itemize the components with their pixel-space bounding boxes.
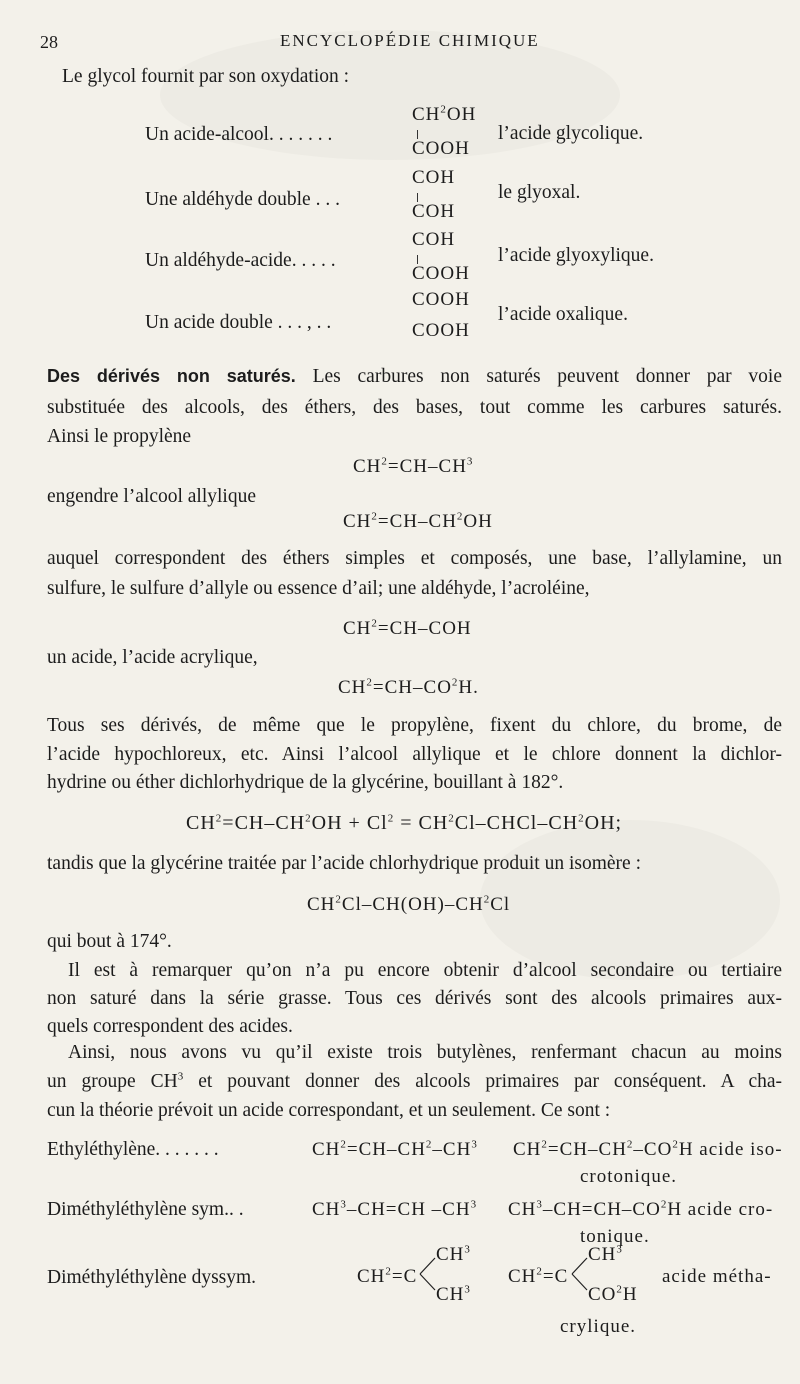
page-number: 28 bbox=[40, 32, 58, 52]
formula-bottom: COH bbox=[412, 201, 456, 222]
branch-bottom: $CH^3$ bbox=[436, 1283, 471, 1305]
paragraph-line: hydrine ou éther dichlorhydrique de la glycérine, bouillant à 182°. bbox=[47, 772, 564, 793]
butylene-name: Ethyléthylène. . . . . . . bbox=[47, 1139, 219, 1160]
paragraph-line: auquel correspondent des éthers simples et composés, une base, l’allylamine, un bbox=[47, 548, 782, 569]
paragraph-line: un acide, l’acide acrylique, bbox=[47, 647, 258, 668]
butylene-formula: $CH^2=CH-CH^2-CH^3$ bbox=[312, 1138, 478, 1160]
acid-name: crotonique. bbox=[580, 1166, 678, 1187]
acid-name: acide métha- bbox=[662, 1266, 772, 1287]
paragraph-line: cun la théorie prévoit un acide correspondant, et un seulement. Ce sont : bbox=[47, 1100, 611, 1121]
paragraph-line: un groupe $CH^3$ et pouvant donner des alcools primaires par conséquent. A cha- bbox=[47, 1070, 782, 1092]
running-title: ENCYCLOPÉDIE CHIMIQUE bbox=[280, 31, 540, 50]
formula-top: COH bbox=[412, 229, 456, 250]
row-label: Un acide-alcool. . . . . . . bbox=[145, 124, 333, 145]
branch-top: $CH^3$ bbox=[436, 1243, 471, 1265]
acid-name: l’acide glycolique. bbox=[498, 123, 644, 144]
acid-name: crylique. bbox=[560, 1316, 637, 1337]
row-label: Une aldéhyde double . . . bbox=[145, 189, 340, 210]
paragraph-line bbox=[47, 366, 782, 388]
paragraph-line: non saturé dans la série grasse. Tous ces dérivés sont des alcools primaires aux- bbox=[47, 988, 782, 1009]
butylene-name: Diméthyléthylène sym.. . bbox=[47, 1199, 244, 1220]
formula-acrylic: $CH^2=CH-CO^2H$. bbox=[338, 676, 479, 698]
row-label: Un aldéhyde-acide. . . . . bbox=[145, 250, 336, 271]
paragraph-line: quels correspondent des acides. bbox=[47, 1016, 293, 1037]
paragraph-line: l’acide hypochloreux, etc. Ainsi l’alcool allylique et le chlore donnent la dichlor- bbox=[47, 744, 782, 765]
formula-bottom: COOH bbox=[412, 138, 470, 159]
paragraph-line: substituée des alcools, des éthers, des bases, tout comme les carbures saturés. bbox=[47, 397, 782, 418]
acid-formula: $CH^2=CH-CH^2-CO^2H$ acide iso- bbox=[513, 1138, 783, 1160]
butylene-name: Diméthyléthylène dyssym. bbox=[47, 1267, 257, 1288]
paragraph-line: sulfure, le sulfure d’allyle ou essence d’ail; une aldéhyde, l’acroléine, bbox=[47, 578, 590, 599]
acid-formula-main: $CH^2=C$ bbox=[508, 1265, 569, 1287]
formula-bottom: COOH bbox=[412, 263, 470, 284]
acid-name: l’acide glyoxylique. bbox=[498, 245, 654, 266]
formula-acrolein: $CH^2=CH$–COH bbox=[343, 617, 472, 639]
paragraph-line: Tous ses dérivés, de même que le propylène, fixent du chlore, du brome, de bbox=[47, 715, 782, 736]
formula-top: COH bbox=[412, 167, 456, 188]
paragraph-line: engendre l’alcool allylique bbox=[47, 486, 256, 507]
equation-dichlorhydrine: $CH^2=CH-CH^2OH + Cl^2$ = $CH^2Cl-CHCl-CH^2OH$; bbox=[186, 812, 623, 834]
formula-isomer: $CH^2Cl-CH(OH)-CH^2Cl$ bbox=[307, 893, 511, 915]
heading-continuation: Les carbures non saturés peuvent donner par voie bbox=[312, 366, 782, 387]
branch-bottom: $CO^2H$ bbox=[588, 1283, 638, 1305]
paragraph-line: tandis que la glycérine traitée par l’acide chlorhydrique produit un isomère : bbox=[47, 853, 641, 874]
formula-allyl-alcohol: $CH^2=CH-CH^2OH$ bbox=[343, 510, 493, 532]
paragraph-line: qui bout à 174°. bbox=[47, 931, 172, 952]
butylene-formula-main: $CH^2=C$ bbox=[357, 1265, 418, 1287]
branch-lines bbox=[418, 1252, 438, 1296]
branch-top: $CH^3$ bbox=[588, 1243, 623, 1265]
formula-top: $CH^2OH$ bbox=[412, 103, 477, 125]
acid-name: l’acide oxalique. bbox=[498, 304, 628, 325]
acid-name: le glyoxal. bbox=[498, 182, 581, 203]
butylene-formula: $CH^3-CH=CH$ $-CH^3$ bbox=[312, 1198, 478, 1220]
branch-lines bbox=[570, 1252, 590, 1296]
paragraph-line: Il est à remarquer qu’on n’a pu encore obtenir d’alcool secondaire ou tertiaire bbox=[68, 960, 782, 981]
formula-propylene: $CH^2=CH-CH^3$ bbox=[353, 455, 474, 477]
formula-top: COOH bbox=[412, 289, 470, 310]
glycol-intro: Le glycol fournit par son oxydation : bbox=[62, 66, 350, 87]
paragraph-line: Ainsi, nous avons vu qu’il existe trois butylènes, renfermant chacun au moins bbox=[68, 1042, 782, 1063]
formula-bottom: COOH bbox=[412, 320, 470, 341]
acid-name: tonique. bbox=[580, 1226, 650, 1247]
acid-formula: $CH^3-CH=CH-CO^2H$ acide cro- bbox=[508, 1198, 774, 1220]
section-heading: Des dérivés non saturés. bbox=[47, 366, 296, 386]
paragraph-line: Ainsi le propylène bbox=[47, 426, 192, 447]
row-label: Un acide double . . . , . . bbox=[145, 312, 332, 333]
